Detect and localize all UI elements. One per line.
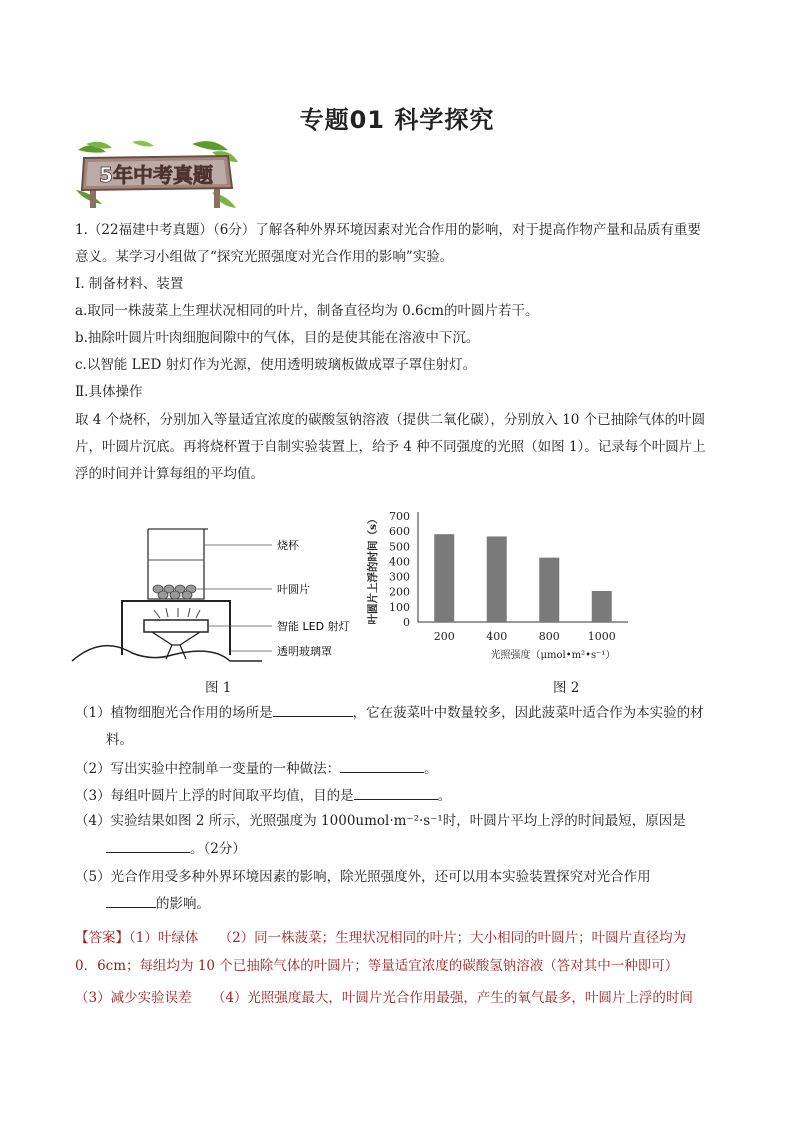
sub-question-5: （5）光合作用受多种外界环境因素的影响，除光照强度外，还可以用本实验装置探究对光合作用: [75, 869, 651, 885]
bar: [434, 534, 454, 622]
answer-blank-1[interactable]: [273, 702, 353, 717]
operation-line-3: 浮的时间并计算每组的平均值。: [75, 466, 264, 482]
figure-2-caption: 图 2: [553, 680, 580, 696]
operation-line-1: 取 4 个烧杯，分别加入等量适宜浓度的碳酸氢钠溶液（提供二氧化碳），分别放入 10 个已抽除气体的叶圆: [75, 412, 706, 428]
q2-text: （2）写出实验中控制单一变量的一种做法：: [75, 761, 341, 777]
item-a: a.取同一株菠菜上生理状况相同的叶片，制备直径均为 0.6cm的叶圆片若干。: [75, 303, 539, 319]
sub-question-1: [75, 702, 704, 723]
item-b: b.抽除叶圆片叶肉细胞间隙中的气体，目的是使其能在溶液中下沉。: [75, 330, 480, 346]
label-leaf-disc: 叶圆片: [277, 583, 310, 596]
figure-2-chart: [362, 496, 652, 668]
sub-question-3: [75, 785, 451, 806]
page-title: 专题01 科学探究: [299, 106, 495, 134]
sub-question-4: （4）实验结果如图 2 所示，光照强度为 1000umol·m⁻²·s⁻¹时，叶圆片平均上浮的时间最短，原因是: [75, 813, 686, 829]
bar: [487, 536, 507, 622]
x-tick-label: 1000: [587, 630, 616, 643]
label-glass-cover: 透明玻璃罩: [277, 645, 332, 658]
y-axis-label: 叶圆片上浮的时间（s）: [367, 513, 379, 625]
y-tick-label: 700: [389, 510, 410, 523]
y-tick-label: 500: [389, 540, 410, 554]
exam-banner: [72, 140, 240, 210]
y-tick-label: 400: [389, 555, 410, 569]
answer-line-1: 【答案】（1）叶绿体 （2）同一株菠菜；生理状况相同的叶片；大小相同的叶圆片；叶圆片直径均为: [75, 930, 687, 946]
q2-end: 。: [424, 761, 438, 777]
y-tick-label: 200: [389, 585, 410, 599]
sub-question-1-cont: 料。: [106, 732, 133, 748]
y-tick-label: 100: [389, 600, 410, 614]
answer-blank-3[interactable]: [354, 785, 438, 800]
sub-question-5-cont: [106, 893, 210, 914]
answer-blank-4[interactable]: [106, 838, 190, 853]
q5-text-b: 的影响。: [156, 896, 210, 912]
section-heading-2: Ⅱ.具体操作: [75, 384, 143, 400]
y-tick-label: 600: [389, 525, 410, 539]
figure-1-apparatus: [72, 515, 350, 665]
answer-blank-5[interactable]: [106, 893, 156, 908]
question-intro-2: 意义。某学习小组做了“探究光照强度对光合作用的影响”实验。: [75, 249, 454, 265]
y-tick-label: 0: [403, 616, 410, 629]
banner-text: 5年中考真题: [99, 163, 213, 187]
led-lamp: [144, 620, 208, 632]
q3-end: 。: [437, 788, 452, 804]
answer-blank-2[interactable]: [340, 758, 424, 773]
q4-text-b: 。（2分）: [190, 841, 246, 857]
figure-1-caption: 图 1: [205, 680, 232, 696]
bar: [539, 558, 559, 622]
y-tick-label: 300: [389, 570, 410, 584]
sub-question-4-cont: [106, 838, 246, 859]
section-heading-1: I. 制备材料、装置: [75, 276, 184, 292]
leaf-discs: [153, 585, 196, 599]
sub-question-2: [75, 758, 438, 779]
item-c: c.以智能 LED 射灯作为光源，使用透明玻璃板做成罩子罩住射灯。: [75, 357, 477, 373]
question-intro-1: 1.（22福建中考真题）（6分）了解各种外界环境因素对光合作用的影响，对于提高作物产量和品质有重要: [75, 222, 701, 238]
answer-line-2: 0．6cm；每组均为 10 个已抽除气体的叶圆片；等量适宜浓度的碳酸氢钠溶液（答对其中一种即可）: [75, 958, 679, 974]
q3-text: （3）每组叶圆片上浮的时间取平均值，目的是: [75, 788, 354, 804]
bar: [592, 591, 612, 622]
x-tick-label: 800: [538, 630, 560, 643]
leaf-banner-icon: [72, 140, 240, 210]
operation-line-2: 片，叶圆片沉底。再将烧杯置于自制实验装置上，给予 4 种不同强度的光照（如图 1）。记录每个叶圆片上: [75, 439, 706, 455]
x-axis-label: 光照强度（μmol•m²•s⁻¹）: [490, 650, 616, 661]
answer-line-3: （3）减少实验误差 （4）光照强度最大，叶圆片光合作用最强，产生的氧气最多，叶圆片上浮的时间: [75, 990, 693, 1006]
label-beaker: 烧杯: [277, 539, 299, 552]
q1-text-b: ，它在菠菜叶中数量较多，因此菠菜叶适合作为本实验的材: [352, 705, 704, 721]
x-tick-label: 400: [486, 630, 508, 643]
label-led-lamp: 智能 LED 射灯: [277, 620, 350, 633]
q1-text-a: （1）植物细胞光合作用的场所是: [75, 705, 273, 721]
x-tick-label: 200: [433, 630, 455, 643]
